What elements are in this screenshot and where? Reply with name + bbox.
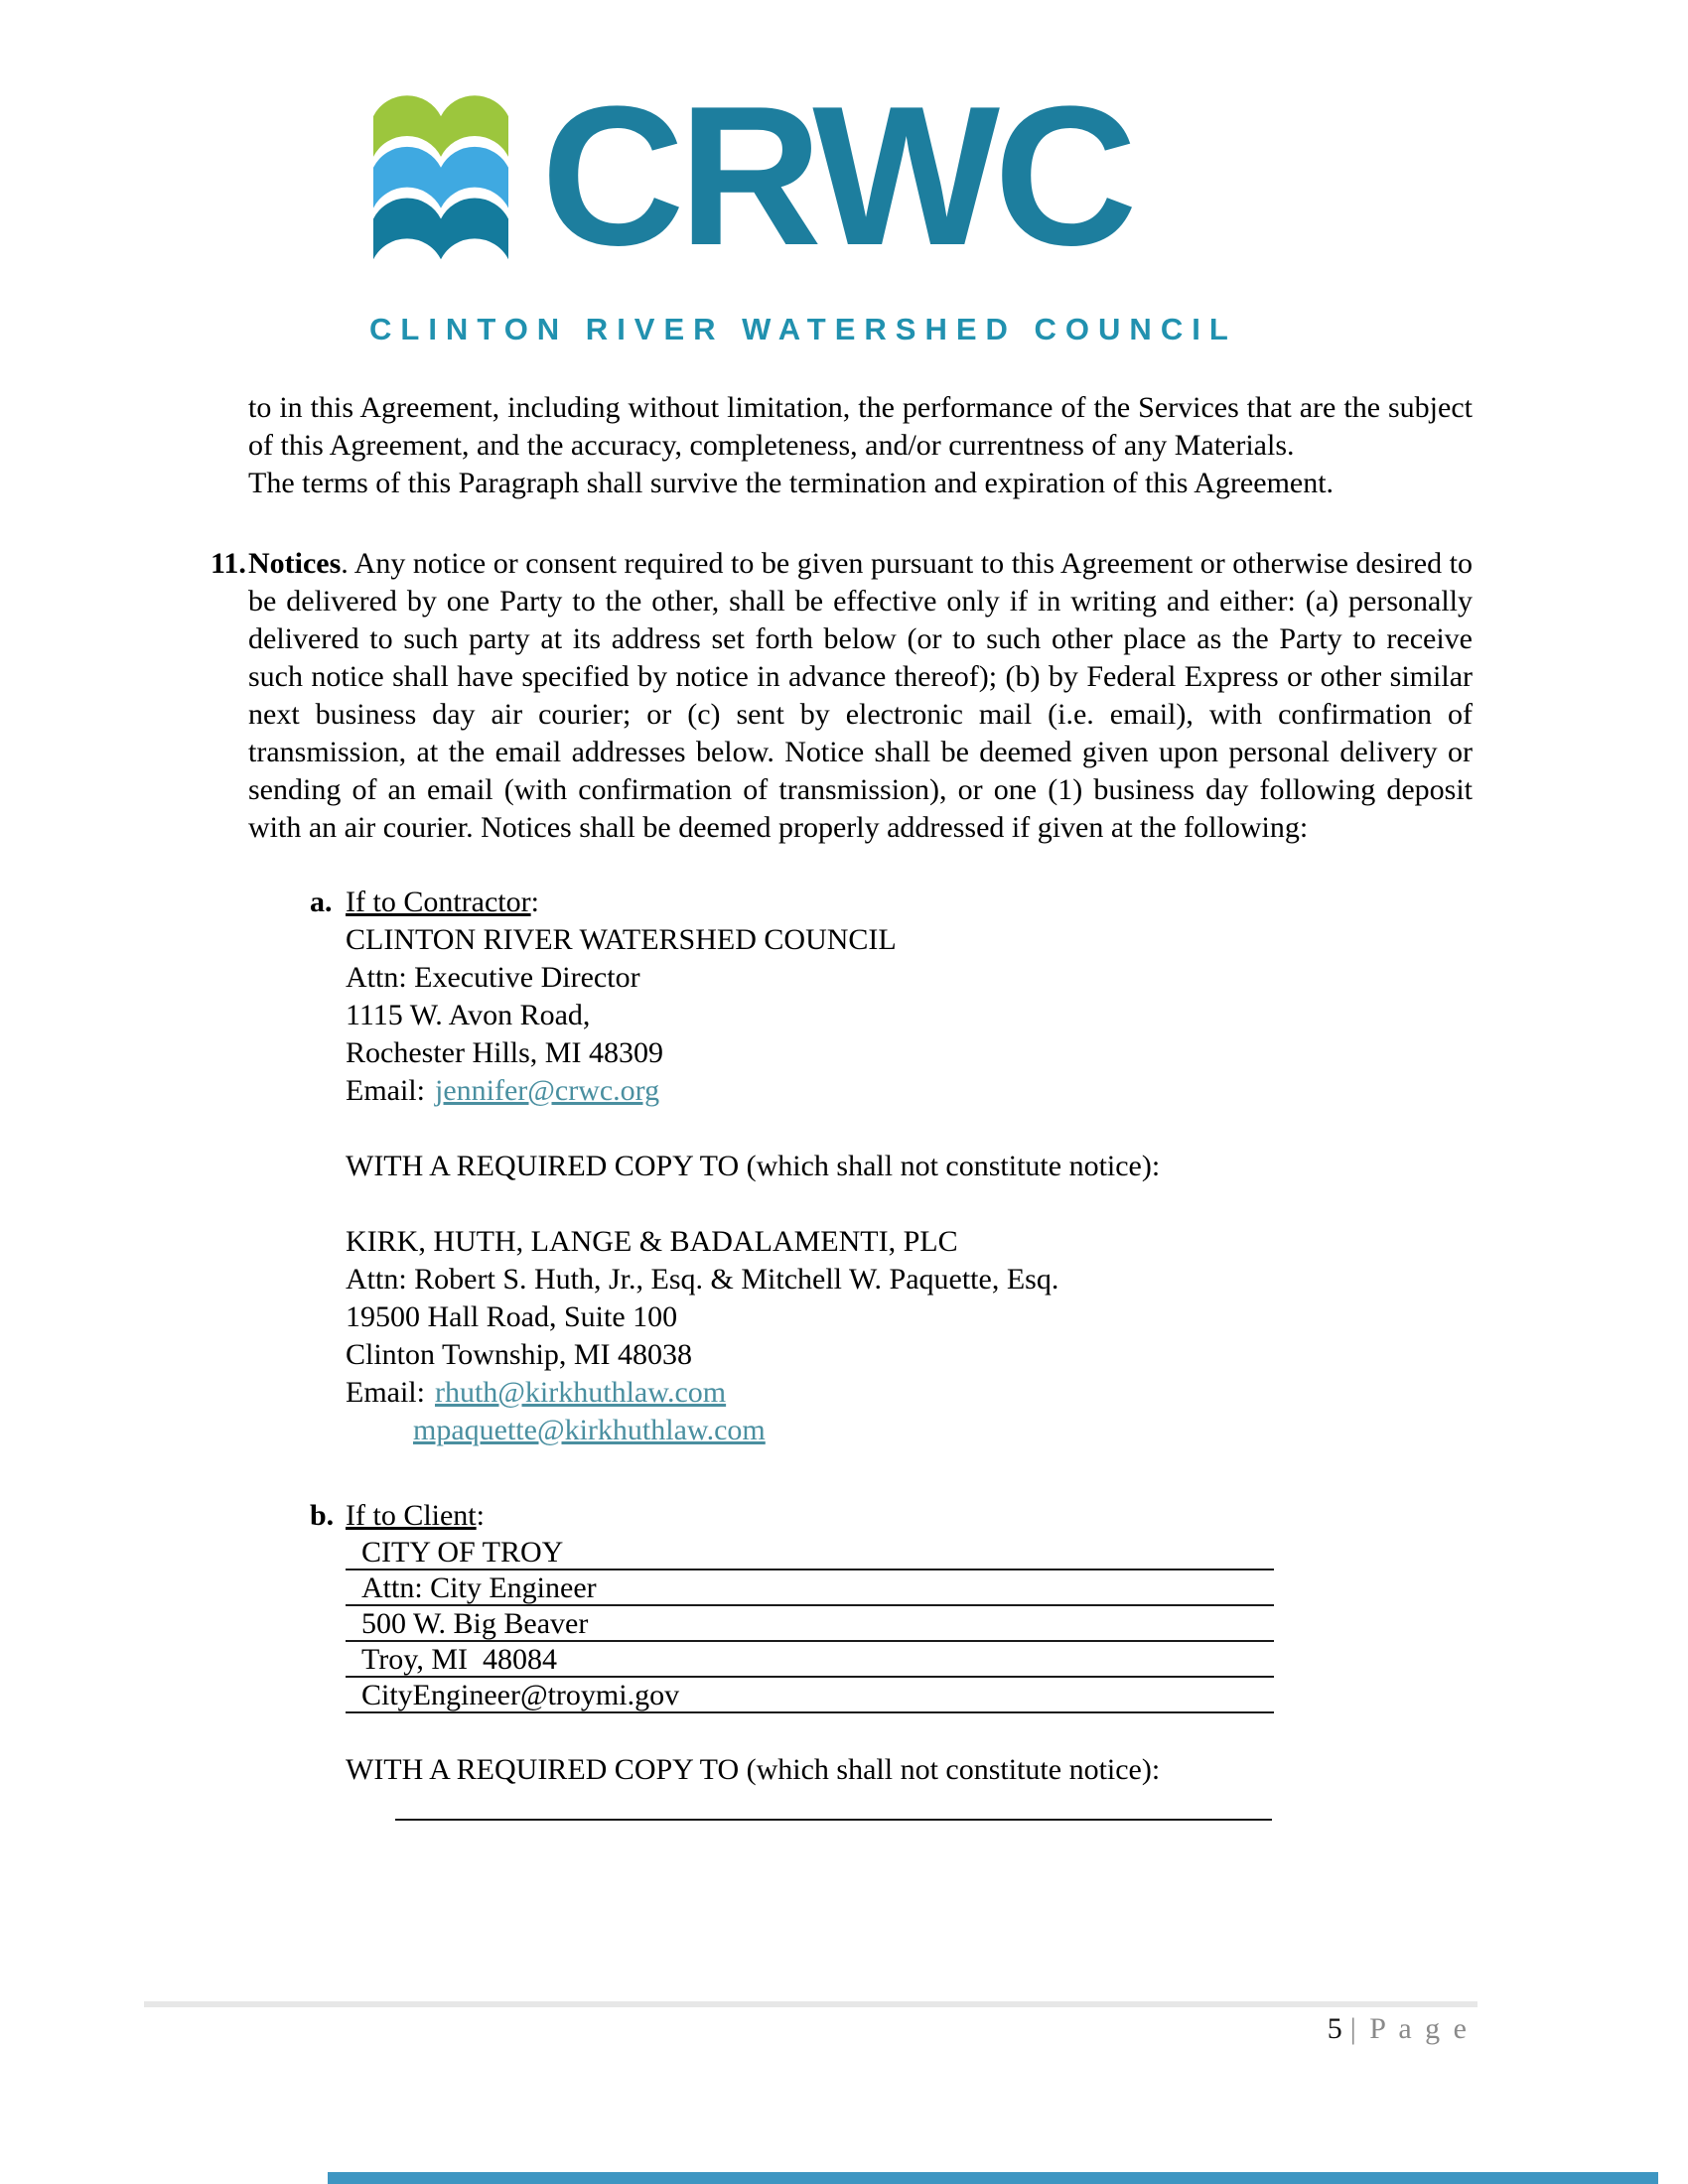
document-body xyxy=(211,389,1473,1821)
notices-item-title: Notices xyxy=(248,547,342,580)
client-fill-in-line: CITY OF TROY xyxy=(346,1535,1274,1570)
law-firm-line: KIRK, HUTH, LANGE & BADALAMENTI, PLC xyxy=(346,1225,958,1258)
client-heading-colon: : xyxy=(476,1499,485,1532)
law-firm-email-link-2[interactable]: mpaquette@kirkhuthlaw.com xyxy=(413,1414,766,1446)
footer-page-number: 5 xyxy=(1327,2012,1342,2045)
contractor-address-line: CLINTON RIVER WATERSHED COUNCIL xyxy=(346,923,897,956)
email-label: Email: xyxy=(346,1376,425,1409)
footer-page-label: | P a g e xyxy=(1349,2012,1470,2045)
client-heading: If to Client xyxy=(346,1499,477,1532)
contractor-heading-colon: : xyxy=(530,886,539,918)
email-label: Email: xyxy=(346,1074,425,1107)
contractor-section xyxy=(310,884,1473,1449)
client-fill-in-line: CityEngineer@troymi.gov xyxy=(346,1678,1274,1713)
blank-fill-in-line xyxy=(395,1795,1272,1821)
required-copy-note: WITH A REQUIRED COPY TO (which shall not constitute notice): xyxy=(346,1753,1161,1786)
contractor-email-link[interactable]: jennifer@crwc.org xyxy=(434,1074,660,1107)
client-fill-in-line: 500 W. Big Beaver xyxy=(346,1606,1274,1642)
client-letter: b. xyxy=(310,1499,335,1532)
law-firm-line: Clinton Township, MI 48038 xyxy=(346,1338,693,1371)
law-firm-email-link-1[interactable]: rhuth@kirkhuthlaw.com xyxy=(434,1376,727,1409)
contractor-heading: If to Contractor xyxy=(346,886,531,918)
contractor-email-line xyxy=(346,1072,1473,1110)
required-copy-note: WITH A REQUIRED COPY TO (which shall not constitute notice): xyxy=(346,1150,1161,1182)
contractor-address-line: 1115 W. Avon Road, xyxy=(346,999,591,1031)
client-heading-line xyxy=(310,1497,1473,1535)
law-firm-line: Attn: Robert S. Huth, Jr., Esq. & Mitchell W. Paquette, Esq. xyxy=(346,1263,1059,1296)
contractor-heading-line xyxy=(310,884,1473,921)
client-fill-in-line: Attn: City Engineer xyxy=(346,1570,1274,1606)
client-section xyxy=(310,1497,1473,1821)
footer-divider xyxy=(144,2001,1477,2007)
notices-item-body: . Any notice or consent required to be given pursuant to this Agreement or otherwise desired to be delivered by one Party to the other, shall be effective only if in writing and either: (a) personally delivered to such party at its address set forth below (or to such other place as the Party to receive such notice shall have specified by notice in advance thereof); (b) by Federal Express or other similar next business day air courier; or (c) sent by electronic mail (i.e. email), with confirmation of transmission, at the email addresses below. Notice shall be deemed given upon personal delivery or sending of an email (with confirmation of transmission), or one (1) business day following deposit with an air courier. Notices shall be deemed properly addressed if given at the following: xyxy=(248,547,1473,844)
law-firm-block xyxy=(346,1223,1473,1449)
notices-item xyxy=(211,545,1473,847)
contractor-address-line: Attn: Executive Director xyxy=(346,961,640,994)
contractor-letter: a. xyxy=(310,886,333,918)
law-firm-email-line-2 xyxy=(413,1412,1473,1449)
bottom-accent-bar xyxy=(328,2172,1658,2184)
paragraph-continuation: to in this Agreement, including without limitation, the performance of the Services that are the subject of this Agreement, and the accuracy, completeness, and/or currentness of any Materials. xyxy=(248,391,1473,462)
law-firm-email-line xyxy=(346,1374,1473,1412)
crwc-logo-wordmark: CRWC xyxy=(541,66,1132,287)
client-fill-in-line: Troy, MI 48084 xyxy=(346,1642,1274,1678)
page-footer xyxy=(1328,2011,1470,2047)
contractor-address-line: Rochester Hills, MI 48309 xyxy=(346,1036,663,1069)
crwc-waves-icon xyxy=(373,92,508,263)
crwc-tagline: CLINTON RIVER WATERSHED COUNCIL xyxy=(369,312,1237,346)
paragraph-survival: The terms of this Paragraph shall survive the termination and expiration of this Agreement. xyxy=(248,467,1335,499)
notices-item-number: 11. xyxy=(211,547,246,580)
law-firm-line: 19500 Hall Road, Suite 100 xyxy=(346,1300,678,1333)
